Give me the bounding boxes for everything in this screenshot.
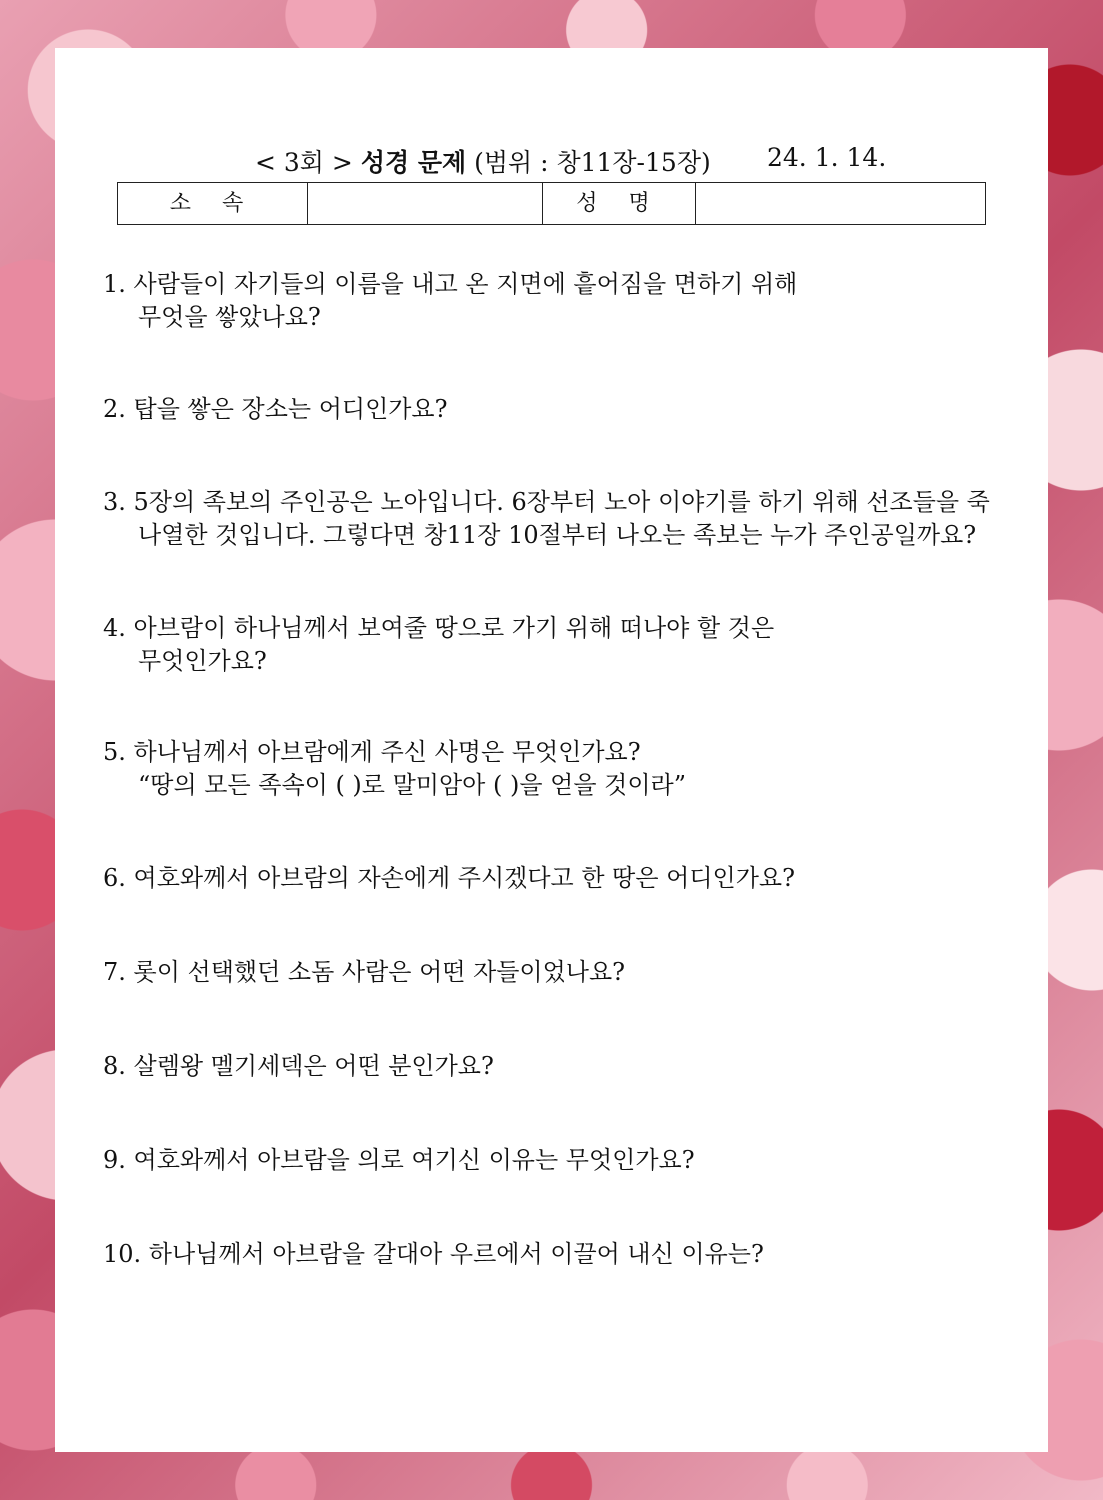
question-5-line-1: 5. 하나님께서 아브람에게 주신 사명은 무엇인가요? <box>103 738 641 766</box>
affiliation-label: 소 속 <box>118 183 308 224</box>
affiliation-field[interactable] <box>308 183 543 224</box>
question-1-line-2: 무엇을 쌓았나요? <box>138 303 321 331</box>
question-6 <box>103 862 1003 895</box>
name-field[interactable] <box>696 183 985 224</box>
round-label: < 3회 > <box>255 148 353 177</box>
worksheet-paper <box>55 48 1048 1452</box>
question-1-line-1: 1. 사람들이 자기들의 이름을 내고 온 지면에 흩어짐을 면하기 위해 <box>103 270 798 298</box>
question-6-line-1: 6. 여호와께서 아브람의 자손에게 주시겠다고 한 땅은 어디인가요? <box>103 864 795 892</box>
question-3-line-2: 나열한 것입니다. 그렇다면 창11장 10절부터 나오는 족보는 누가 주인공일까요? <box>138 521 977 549</box>
question-3-line-1: 3. 5장의 족보의 주인공은 노아입니다. 6장부터 노아 이야기를 하기 위해 선조들을 죽 <box>103 488 990 516</box>
question-4-line-2: 무엇인가요? <box>138 647 267 675</box>
question-5-line-2: “땅의 모든 족속이 ( )로 말미암아 ( )을 얻을 것이라” <box>138 771 686 799</box>
question-1 <box>103 268 1003 334</box>
date-text: 24. 1. 14. <box>767 143 887 172</box>
title-main <box>255 143 711 179</box>
question-7-line-1: 7. 롯이 선택했던 소돔 사람은 어떤 자들이었나요? <box>103 958 626 986</box>
question-7 <box>103 956 1003 989</box>
question-10-line-1: 10. 하나님께서 아브람을 갈대아 우르에서 이끌어 내신 이유는? <box>103 1240 764 1268</box>
question-10 <box>103 1238 1003 1271</box>
question-9 <box>103 1144 1003 1177</box>
question-3 <box>103 486 1003 552</box>
name-label: 성 명 <box>543 183 696 224</box>
range-text: (범위 : 창11장-15장) <box>474 148 711 177</box>
question-4-line-1: 4. 아브람이 하나님께서 보여줄 땅으로 가기 위해 떠나야 할 것은 <box>103 614 775 642</box>
question-8-line-1: 8. 살렘왕 멜기세덱은 어떤 분인가요? <box>103 1052 494 1080</box>
question-5 <box>103 736 1003 802</box>
question-2-line-1: 2. 탑을 쌓은 장소는 어디인가요? <box>103 395 448 423</box>
question-4 <box>103 612 1003 678</box>
question-2 <box>103 393 1003 426</box>
title-text: 성경 문제 <box>360 148 467 177</box>
question-9-line-1: 9. 여호와께서 아브람을 의로 여기신 이유는 무엇인가요? <box>103 1146 695 1174</box>
info-table <box>117 182 986 225</box>
question-8 <box>103 1050 1003 1083</box>
